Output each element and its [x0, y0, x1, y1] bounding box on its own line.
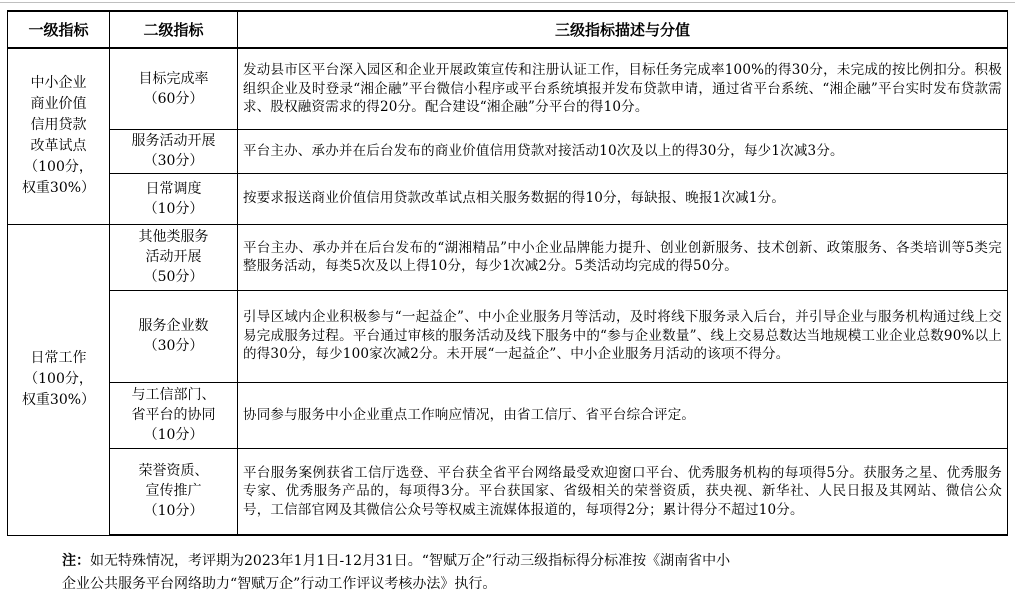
footnote-line-1	[62, 550, 962, 573]
level1-group-pilot	[8, 48, 110, 224]
level2-line: 日常调度	[145, 180, 202, 197]
level2-service-activity	[110, 129, 238, 173]
level2-line: 省平台的协同	[131, 407, 216, 423]
header-level2: 二级指标	[110, 11, 238, 48]
level2-target-completion	[110, 48, 238, 129]
table-row	[8, 173, 1008, 224]
table-header-row	[8, 11, 1008, 48]
level3-description: 平台主办、承办并在后台发布的商业价值信用贷款对接活动10次及以上的得30分，每少1次减3分。	[238, 129, 1008, 173]
level2-coordination	[110, 382, 238, 448]
level3-description: 协同参与服务中小企业重点工作响应情况，由省工信厅、省平台综合评定。	[238, 382, 1008, 448]
evaluation-criteria-table	[7, 10, 1008, 536]
level2-line: （60分）	[143, 90, 204, 107]
level2-line: （30分）	[143, 153, 204, 169]
level2-line: （30分）	[143, 338, 204, 354]
table-row	[8, 129, 1008, 173]
level2-line: （10分）	[143, 427, 204, 443]
table-row	[8, 224, 1008, 290]
level3-description: 平台主办、承办并在后台发布的“湖湘精品”中小企业品牌能力提升、创业创新服务、技术创新、政策服务、各类培训等5类完整服务活动，每类5次及以上得10分，每少1次减2分。5类活动均完成的得50分。	[238, 224, 1008, 290]
footnote-text-1: 如无特殊情况，考评期为2023年1月1日-12月31日。“智赋万企”行动三级指标得分标准按《湖南省中小	[90, 553, 731, 569]
level1-line: 改革试点	[30, 138, 87, 155]
level2-line: 宣传推广	[145, 483, 202, 500]
footnote-prefix: 注：	[62, 553, 90, 569]
level1-line: 权重30%）	[21, 392, 96, 408]
level2-honors-promotion	[110, 448, 238, 535]
level2-line: 荣誉资质、	[138, 463, 209, 480]
table-row	[8, 290, 1008, 382]
level2-line: 活动开展	[145, 249, 202, 265]
level2-enterprises-served	[110, 290, 238, 382]
level1-line: 中小企业	[30, 75, 87, 92]
level1-line: （100分，	[24, 371, 93, 387]
level2-line: （10分）	[143, 503, 204, 520]
page-top-rule	[0, 2, 1015, 3]
level2-line: （10分）	[143, 200, 204, 217]
level2-line: 目标完成率	[138, 70, 209, 87]
level3-description: 平台服务案例获省工信厅选登、平台获全省平台网络最受欢迎窗口平台、优秀服务机构的每项得5分。获服务之星、优秀服务专家、优秀服务产品的，每项得3分。平台获国家、省级相关的荣誉资质，获央视、新华社、人民日报及其网站、微信公众号，工信部官网及其微信公众号等权威主流媒体报道的，每项得2分；累计得分不超过10分。	[238, 448, 1008, 535]
footnote	[62, 550, 962, 596]
level3-description: 发动县市区平台深入园区和企业开展政策宣传和注册认证工作，目标任务完成率100%的得30分，未完成的按比例扣分。积极组织企业及时登录“湘企融”平台微信小程序或平台系统填报并发布贷款申请，通过省平台系统、“湘企融”平台实时发布贷款需求、股权融资需求的得20分。配合建设“湘企融”分平台的得10分。	[238, 48, 1008, 129]
table-row	[8, 48, 1008, 129]
level2-other-activities	[110, 224, 238, 290]
level2-line: 其他类服务	[138, 229, 209, 245]
level1-group-daily-work	[8, 224, 110, 535]
table-row	[8, 448, 1008, 535]
level1-line: 日常工作	[30, 350, 87, 366]
header-level3: 三级指标描述与分值	[238, 11, 1008, 48]
level3-description: 引导区域内企业积极参与“一起益企”、中小企业服务月等活动，及时将线下服务录入后台，并引导企业与服务机构通过线上交易完成服务过程。平台通过审核的服务活动及线下服务中的“参与企业数量”、线上交易总数达当地规模工业企业总数90%以上的得30分，每少100家次减2分。未开展“一起益企”、中小企业服务月活动的该项不得分。	[238, 290, 1008, 382]
level2-line: （50分）	[143, 269, 204, 285]
level1-line: 商业价值	[30, 96, 87, 113]
footnote-text-2: 企业公共服务平台网络助力“智赋万企”行动工作评议考核办法》执行。	[62, 576, 497, 592]
table-row	[8, 382, 1008, 448]
header-level1: 一级指标	[8, 11, 110, 48]
level2-line: 服务企业数	[138, 318, 209, 334]
level2-daily-dispatch	[110, 173, 238, 224]
level2-line: 与工信部门、	[131, 387, 216, 403]
level1-line: 信用贷款	[30, 117, 87, 134]
level2-line: 服务活动开展	[131, 133, 216, 149]
level3-description: 按要求报送商业价值信用贷款改革试点相关服务数据的得10分，每缺报、晚报1次减1分。	[238, 173, 1008, 224]
level1-line: 权重30%）	[21, 180, 96, 197]
level1-line: （100分，	[24, 159, 93, 176]
